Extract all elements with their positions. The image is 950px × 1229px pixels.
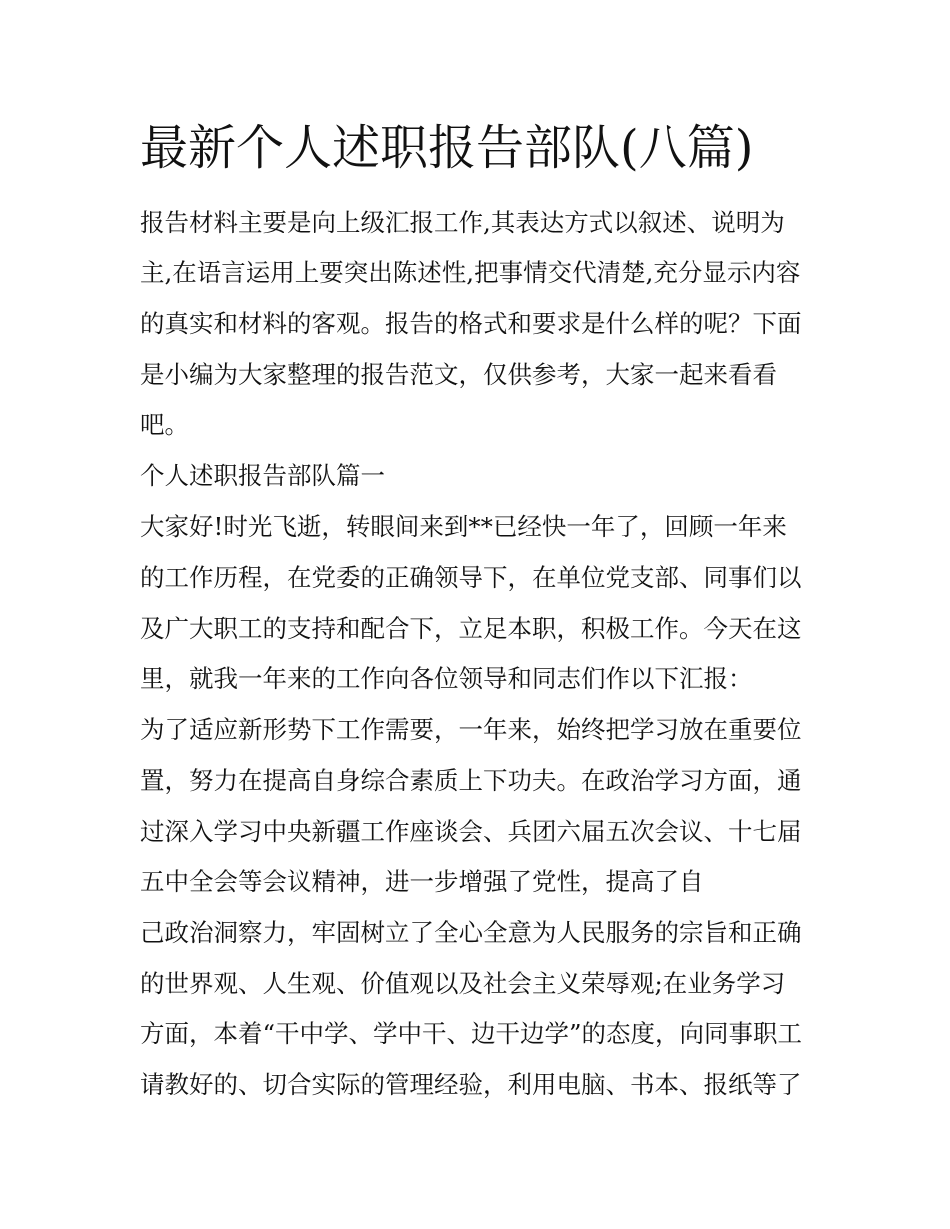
body-line-8: 的工作历程，在党委的正确领导下，在单位党支部、同事们以 (140, 563, 802, 592)
body-line-4: 是小编为大家整理的报告范文，仅供参考，大家一起来看看 (140, 360, 777, 389)
body-line-15: 己政治洞察力，牢固树立了全心全意为人民服务的宗旨和正确 (140, 918, 802, 947)
body-line-1: 报告材料主要是向上级汇报工作,其表达方式以叙述、说明为 (140, 208, 785, 237)
body-line-11: 为了适应新形势下工作需要，一年来，始终把学习放在重要位 (140, 715, 802, 744)
body-line-5: 吧。 (140, 410, 189, 439)
body-line-10: 里，就我一年来的工作向各位领导和同志们作以下汇报： (140, 664, 753, 693)
body-line-13: 过深入学习中央新疆工作座谈会、兵团六届五次会议、十七届 (140, 817, 802, 846)
body-line-9: 及广大职工的支持和配合下，立足本职，积极工作。今天在这 (140, 614, 802, 643)
section-heading: 个人述职报告部队篇一 (140, 461, 385, 490)
body-line-3: 的真实和材料的客观。报告的格式和要求是什么样的呢？下面 (140, 309, 802, 338)
body-line-18: 请教好的、切合实际的管理经验，利用电脑、书本、报纸等了 (140, 1070, 802, 1099)
document-title: 最新个人述职报告部队(八篇) (140, 120, 754, 176)
body-line-12: 置，努力在提高自身综合素质上下功夫。在政治学习方面，通 (140, 766, 802, 795)
body-line-17: 方面，本着“干中学、学中干、边干边学”的态度，向同事职工 (140, 1019, 803, 1048)
body-line-7: 大家好!时光飞逝，转眼间来到**已经快一年了，回顾一年来 (140, 512, 787, 541)
body-line-2: 主,在语言运用上要突出陈述性,把事情交代清楚,充分显示内容 (140, 258, 801, 287)
body-line-14: 五中全会等会议精神，进一步增强了党性，提高了自 (140, 867, 704, 896)
body-line-16: 的世界观、人生观、价值观以及社会主义荣辱观;在业务学习 (140, 969, 786, 998)
